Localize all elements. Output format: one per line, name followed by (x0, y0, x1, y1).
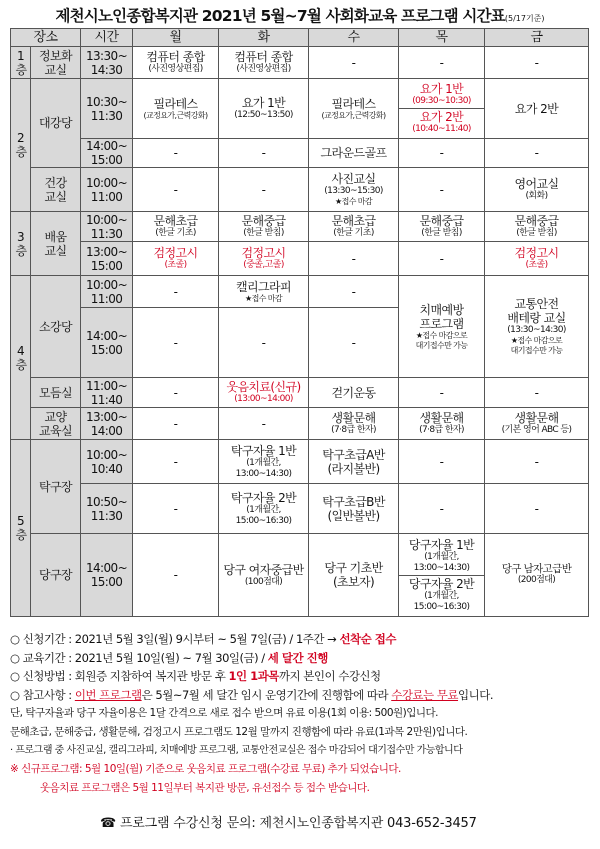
program-sub: (1개월간, 15:00~16:30) (235, 504, 292, 526)
cell-r5-mon (133, 212, 219, 242)
note-text: ○ 신청기간 : 2021년 5월 3일(월) 9시부터 ~ 5월 7일(금) / 1주간 → (10, 632, 340, 646)
program-name: 문해초급 (153, 214, 198, 228)
program-note: ★접수 마감 (335, 197, 373, 206)
time-cell: 13:30~ 14:30 (81, 47, 133, 79)
floor-5: 5층 (11, 440, 31, 617)
program-name: 검정고시 (153, 246, 198, 260)
program-sub: (한글 받침) (243, 228, 284, 238)
cell-r4-thu: - (399, 168, 485, 212)
title-note: (5/17기준) (504, 14, 545, 23)
cell-r13-thu (399, 534, 485, 617)
header-mon: 월 (133, 29, 219, 47)
program-sub: (09:30~10:30) (412, 96, 471, 106)
cell-r7-wed: - (309, 276, 399, 308)
cell-r5-fri (485, 212, 589, 242)
room-learn: 배움 교실 (31, 212, 81, 276)
header-time: 시간 (81, 29, 133, 47)
program-sub: (7·8급 한자) (419, 425, 464, 435)
cell-r3-tue: - (219, 139, 309, 168)
program-sub: (초졸) (164, 260, 187, 270)
time-cell: 10:00~ 11:00 (81, 276, 133, 308)
cell-r12-fri: - (485, 484, 589, 534)
cell-r10-fri (485, 408, 589, 440)
note-highlight: 세 달간 진행 (267, 650, 328, 665)
note-laughter: 웃음치료 프로그램은 5월 11일부터 복지관 방문, 유선접수 등 접수 받습니다. (40, 781, 370, 794)
note-fee-billiard: 단, 탁구자율과 당구 자율이용은 1달 간격으로 새로 접수 받으며 유료 이용(1회 이용: 500원)입니다. (10, 707, 439, 720)
schedule-table (10, 28, 589, 617)
program-sub: (초보자) (332, 575, 375, 589)
floor-1: 1층 (11, 47, 31, 79)
cell-r12-thu: - (399, 484, 485, 534)
time-cell: 11:00~ 11:40 (81, 378, 133, 408)
note-highlight: 1인 1과목 (228, 669, 279, 684)
cell-r4-fri (485, 168, 589, 212)
cell-r2-mon (133, 79, 219, 139)
program-name: 요가 2반 (419, 110, 464, 124)
note-fee-literacy: 문해초급, 문해중급, 생활문해, 검정고시 프로그램도 12월 말까지 진행함에 따라 유료(1과목 2만원)입니다. (10, 725, 468, 738)
cell-r4-mon: - (133, 168, 219, 212)
room-billiard: 당구장 (31, 534, 81, 617)
note-highlight: 수강료는 무료 (391, 687, 459, 702)
program-name: 요가 1반 (419, 82, 464, 96)
program-sub: (12:50~13:50) (234, 110, 293, 120)
program-sub: (13:30~14:30) (507, 325, 566, 335)
time-cell: 14:00~ 15:00 (81, 308, 133, 378)
contact-footer (100, 812, 477, 831)
cell-r9-tue (219, 378, 309, 408)
cell-r11-thu: - (399, 440, 485, 484)
time-cell: 10:00~ 11:00 (81, 168, 133, 212)
program-sub: (한글 기초) (155, 228, 196, 238)
program-name: 당구 남자고급반 (501, 563, 572, 575)
note-closed: · 프로그램 중 사진교실, 캘리그라피, 치매예방 프로그램, 교통안전교실은 접수 마감되어 대기접수만 가능합니다 (10, 744, 463, 756)
cell-r2-wed (309, 79, 399, 139)
program-name: 당구자율 1반 (408, 537, 475, 552)
program-sub: (일반볼반) (327, 508, 380, 523)
program-name: 문해중급 (514, 214, 559, 228)
cell-r10-mon: - (133, 408, 219, 440)
program-note: ★접수 마감 (245, 293, 283, 303)
time-cell: 10:00~ 11:30 (81, 212, 133, 242)
cell-r4-wed (309, 168, 399, 212)
program-name: 당구자율 2반 (408, 576, 475, 591)
cell-r3-thu: - (399, 139, 485, 168)
program-sub: (중졸,고졸) (243, 260, 284, 270)
cell-r13-wed (309, 534, 399, 617)
cell-r12-tue (219, 484, 309, 534)
note-text: 까지 본인이 수강신청 (278, 669, 381, 684)
time-cell: 13:00~ 14:00 (81, 408, 133, 440)
program-name: 생활문해 (419, 411, 464, 425)
cell-r5-wed (309, 212, 399, 242)
table-row (11, 139, 589, 168)
cell-r1-mon (133, 47, 219, 79)
cell-r6-mon (133, 242, 219, 276)
cell-r13-fri (485, 534, 589, 617)
note-text: ○ 참고사항 : (10, 687, 75, 702)
time-cell: 10:30~ 11:30 (81, 79, 133, 139)
cell-r1-tue (219, 47, 309, 79)
notes-section (10, 630, 592, 797)
cell-r6-thu: - (399, 242, 485, 276)
cell-r5-thu (399, 212, 485, 242)
program-sub: (13:00~14:00) (234, 394, 293, 404)
room-gather: 모듬실 (31, 378, 81, 408)
time-cell: 14:00~ 15:00 (81, 139, 133, 168)
cell-r2-tue (219, 79, 309, 139)
table-row (11, 242, 589, 276)
program-sub: (사진영상편집) (148, 64, 203, 74)
cell-r12-wed (309, 484, 399, 534)
program-name: 영어교실 (514, 177, 559, 191)
program-sub: (10:40~11:40) (412, 124, 471, 134)
cell-r10-tue: - (219, 408, 309, 440)
program-sub: (13:30~15:30) (324, 186, 383, 196)
page-title (0, 4, 600, 26)
program-name: 탁구초급B반 (322, 494, 385, 509)
cell-r8-wed: - (309, 308, 399, 378)
header-thu: 목 (399, 29, 485, 47)
table-row (11, 484, 589, 534)
contact-text: 프로그램 수강신청 문의: 제천시노인종합복지관 043-652-3457 (119, 816, 477, 831)
program-name: 당구 여자중급반 (223, 562, 304, 577)
program-sub: (1개월간, 13:00~14:30) (235, 457, 292, 479)
program-name: 당구 기초반 (324, 561, 383, 575)
program-name: 탁구초급A반 (322, 447, 385, 462)
cell-r1-thu: - (399, 47, 485, 79)
program-name: 컴퓨터 종합 (234, 50, 293, 64)
time-cell: 10:50~ 11:30 (81, 484, 133, 534)
program-name: 문해중급 (241, 214, 286, 228)
program-name: 웃음치료(신규) (226, 380, 301, 394)
note-text: 입니다. (458, 687, 494, 702)
header-place: 장소 (11, 29, 81, 47)
cell-r3-wed: 그라운드골프 (309, 139, 399, 168)
table-row (11, 47, 589, 79)
cell-r7-tue (219, 276, 309, 308)
cell-r10-wed (309, 408, 399, 440)
cell-r8-tue: - (219, 308, 309, 378)
program-sub: (라지볼반) (327, 461, 380, 476)
cell-r6-fri (485, 242, 589, 276)
table-row (11, 168, 589, 212)
room-culture: 교양 교육실 (31, 408, 81, 440)
program-sub: (교정요가,근력강화) (143, 110, 208, 120)
room-table-tennis: 탁구장 (31, 440, 81, 534)
note-text: ○ 교육기간 : 2021년 5월 10일(월) ~ 7월 30일(금) / (10, 650, 268, 665)
cell-r6-tue (219, 242, 309, 276)
program-note: ★접수 마감으로 대기접수만 가능 (415, 330, 468, 350)
cell-r3-mon: - (133, 139, 219, 168)
time-cell: 14:00~ 15:00 (81, 534, 133, 617)
time-cell: 10:00~ 10:40 (81, 440, 133, 484)
program-name: 탁구자율 2반 (230, 490, 297, 505)
room-big-hall: 대강당 (31, 79, 81, 168)
program-sub: (회화) (525, 191, 548, 201)
cell-r9-thu: - (399, 378, 485, 408)
program-sub: (한글 받침) (516, 228, 557, 238)
program-sub: (초졸) (525, 260, 548, 270)
time-cell: 13:00~ 15:00 (81, 242, 133, 276)
cell-r12-mon: - (133, 484, 219, 534)
table-row (11, 79, 589, 139)
cell-r11-mon: - (133, 440, 219, 484)
program-sub: (100점대) (244, 576, 283, 587)
header-fri: 금 (485, 29, 589, 47)
program-name: 문해중급 (419, 214, 464, 228)
program-name: 생활문해 (514, 411, 559, 425)
cell-r2-fri: 요가 2반 (485, 79, 589, 139)
cell-r7-fri (485, 276, 589, 378)
program-name: 캘리그라피 (236, 279, 291, 294)
room-info: 정보화 교실 (31, 47, 81, 79)
program-name: 교통안전 배테랑 교실 (507, 297, 566, 325)
cell-r9-mon: - (133, 378, 219, 408)
program-sub: (7·8급 한자) (331, 425, 376, 435)
program-sub: (1개월간, 13:00~14:30) (413, 551, 470, 573)
cell-r3-fri: - (485, 139, 589, 168)
floor-2: 2층 (11, 79, 31, 212)
cell-r13-tue (219, 534, 309, 617)
program-name: 문해초급 (331, 214, 376, 228)
note-new-program: ※ 신규프로그램: 5월 10일(월) 기준으로 웃음치료 프로그램(수강료 무료) 추가 되었습니다. (10, 763, 401, 776)
table-row (11, 534, 589, 617)
note-text: 은 5월~7월 세 달간 임시 운영기간에 진행함에 따라 (141, 687, 392, 702)
cell-r10-thu (399, 408, 485, 440)
program-sub: (사진영상편집) (236, 64, 291, 74)
program-sub: (1개월간, 15:00~16:30) (413, 590, 470, 612)
title-text: 제천시노인종합복지관 2021년 5월~7월 사회화교육 프로그램 시간표 (55, 7, 505, 25)
room-health: 건강 교실 (31, 168, 81, 212)
program-name: 생활문해 (331, 411, 376, 425)
note-reference (10, 686, 592, 705)
phone-icon: ☎ (100, 816, 116, 831)
program-note: ★접수 마감으로 대기접수만 가능 (510, 336, 563, 355)
program-name: 치매예방 프로그램 (419, 302, 464, 331)
room-small-hall: 소강당 (31, 276, 81, 378)
program-sub: (기본 영어 ABC 등) (501, 425, 572, 435)
program-sub: (한글 기초) (333, 228, 374, 238)
table-row (11, 378, 589, 408)
program-name: 요가 1반 (241, 96, 286, 110)
cell-r5-tue (219, 212, 309, 242)
program-name: 필라테스 (153, 96, 198, 111)
program-name: 탁구자율 1반 (230, 443, 297, 458)
program-name: 사진교실 (331, 172, 376, 186)
floor-4: 4층 (11, 276, 31, 440)
program-name: 검정고시 (241, 246, 286, 260)
program-name: 필라테스 (331, 96, 376, 111)
note-apply-period (10, 630, 592, 649)
cell-r4-tue: - (219, 168, 309, 212)
cell-r1-fri: - (485, 47, 589, 79)
header-row (11, 29, 589, 47)
program-name: 컴퓨터 종합 (146, 50, 205, 64)
cell-r11-wed (309, 440, 399, 484)
cell-r2-thu (399, 79, 485, 139)
program-sub: (한글 받침) (421, 228, 462, 238)
cell-r6-wed: - (309, 242, 399, 276)
note-apply-method (10, 667, 592, 686)
cell-r9-fri: - (485, 378, 589, 408)
program-sub: (200점대) (517, 575, 556, 585)
note-text: ○ 신청방법 : 회원증 지참하여 복지관 방문 후 (10, 669, 229, 684)
table-row (11, 276, 589, 308)
floor-3: 3층 (11, 212, 31, 276)
table-row (11, 212, 589, 242)
note-highlight: 이번 프로그램 (74, 687, 142, 702)
cell-r1-wed: - (309, 47, 399, 79)
header-wed: 수 (309, 29, 399, 47)
cell-r13-mon: - (133, 534, 219, 617)
table-row (11, 408, 589, 440)
header-tue: 화 (219, 29, 309, 47)
cell-r7-mon: - (133, 276, 219, 308)
cell-r11-tue (219, 440, 309, 484)
cell-r9-wed: 걷기운동 (309, 378, 399, 408)
program-name: 검정고시 (514, 246, 559, 260)
note-highlight: 선착순 접수 (339, 632, 396, 646)
table-row (11, 440, 589, 484)
cell-r7-thu (399, 276, 485, 378)
cell-r11-fri: - (485, 440, 589, 484)
note-edu-period (10, 649, 592, 668)
cell-r8-mon: - (133, 308, 219, 378)
program-sub: (교정요가,근력강화) (321, 110, 386, 120)
